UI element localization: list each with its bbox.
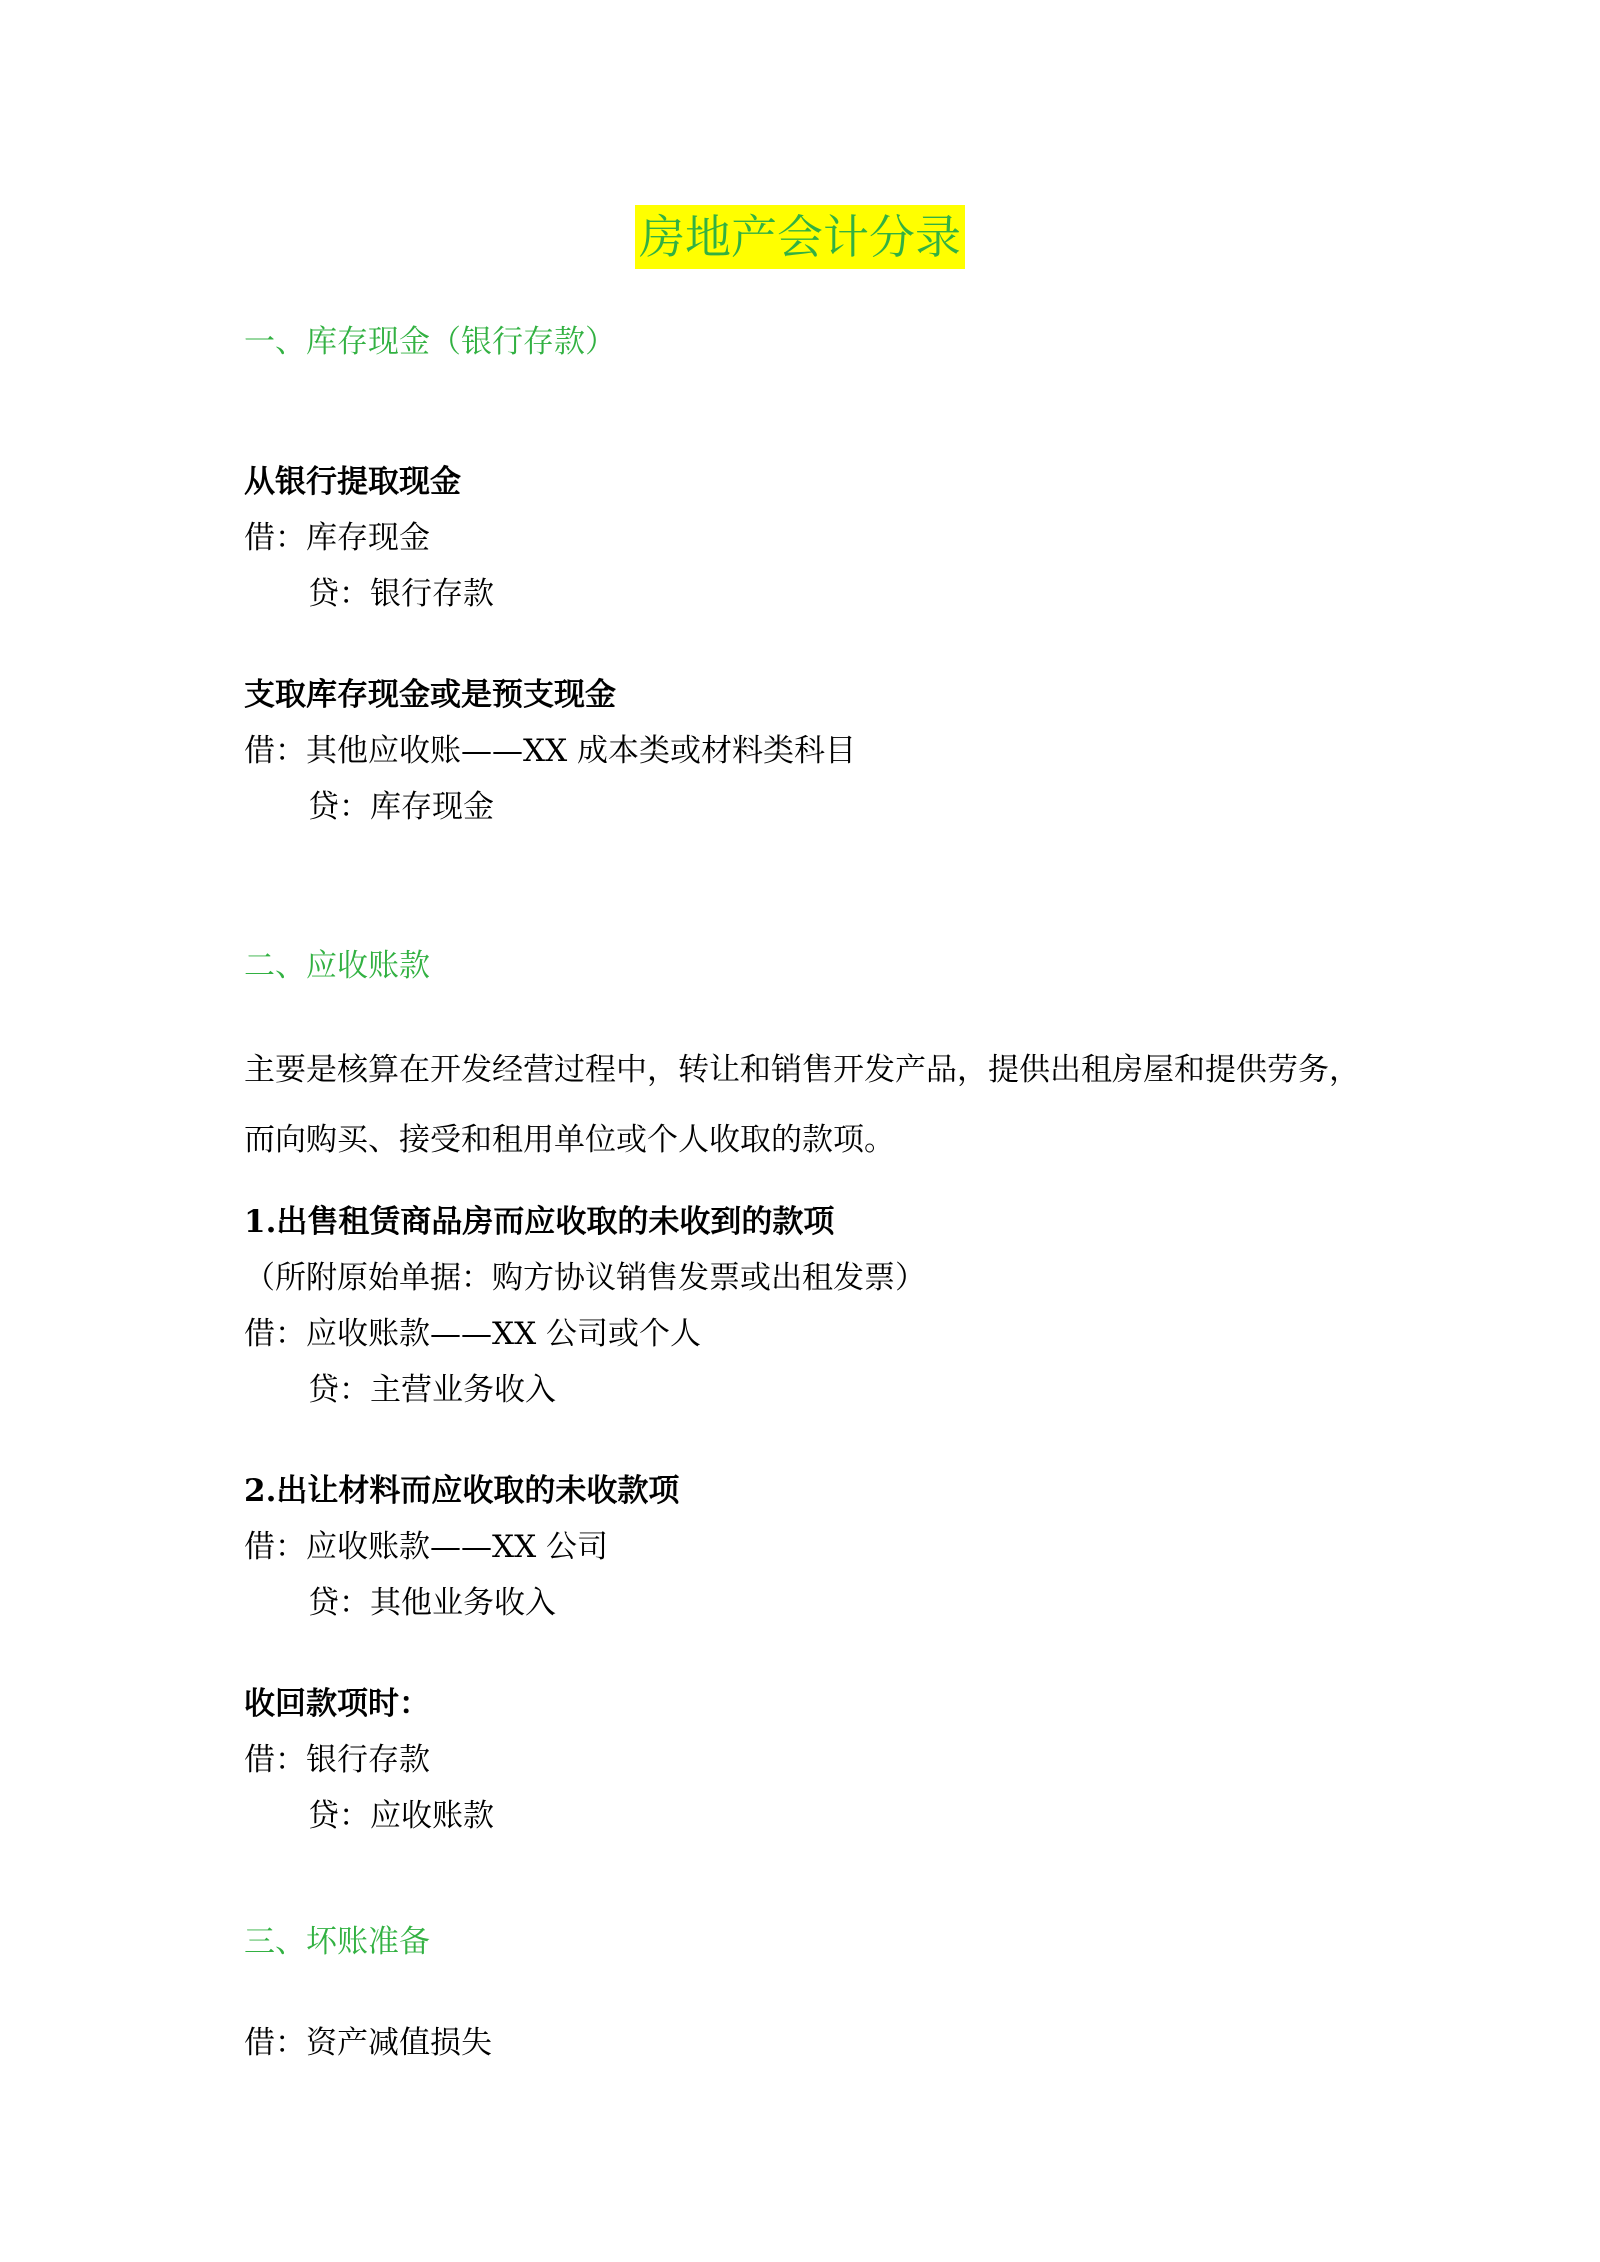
section-heading-cash: 一、库存现金（银行存款） — [244, 324, 616, 360]
entry-debit: 借：库存现金 — [244, 520, 430, 556]
entry-label: 1.出售租赁商品房而应收取的未收到的款项 — [244, 1204, 835, 1240]
entry-label: 2.出让材料而应收取的未收款项 — [244, 1473, 680, 1509]
entry-label: 支取库存现金或是预支现金 — [244, 677, 616, 713]
section-heading-receivables: 二、应收账款 — [244, 948, 430, 984]
entry-sale-rental-receivable — [244, 1202, 1374, 1426]
entry-label: 收回款项时： — [244, 1686, 430, 1722]
entry-withdraw-cash — [244, 462, 1374, 630]
section-heading-bad-debt: 三、坏账准备 — [244, 1924, 430, 1960]
entry-debit: 借：应收账款——XX 公司 — [244, 1529, 608, 1565]
entry-credit: 贷：银行存款 — [308, 576, 494, 612]
title-container — [0, 205, 1600, 269]
entry-label: 从银行提取现金 — [244, 464, 461, 500]
entry-debit: 借：银行存款 — [244, 1742, 430, 1778]
entry-debit: 借：其他应收账——XX 成本类或材料类科目 — [244, 733, 856, 769]
entry-credit: 贷：其他业务收入 — [308, 1585, 556, 1621]
entry-credit: 贷：库存现金 — [308, 789, 494, 825]
entry-credit: 贷：主营业务收入 — [308, 1372, 556, 1408]
entry-advance-cash — [244, 675, 1374, 843]
entry-note: （所附原始单据：购方协议销售发票或出租发票） — [244, 1260, 926, 1296]
entry-debit: 借：应收账款——XX 公司或个人 — [244, 1316, 701, 1352]
entry-collection — [244, 1684, 1374, 1852]
receivables-intro — [244, 1035, 1374, 1175]
entry-credit: 贷：应收账款 — [308, 1798, 494, 1834]
entry-material-receivable — [244, 1471, 1374, 1639]
intro-paragraph: 主要是核算在开发经营过程中，转让和销售开发产品，提供出租房屋和提供劳务，而向购买、接受和租用单位或个人收取的款项。 — [244, 1052, 1360, 1158]
entry-bad-debt — [244, 2023, 1374, 2079]
document-title: 房地产会计分录 — [635, 205, 965, 269]
entry-debit: 借：资产减值损失 — [244, 2025, 492, 2061]
